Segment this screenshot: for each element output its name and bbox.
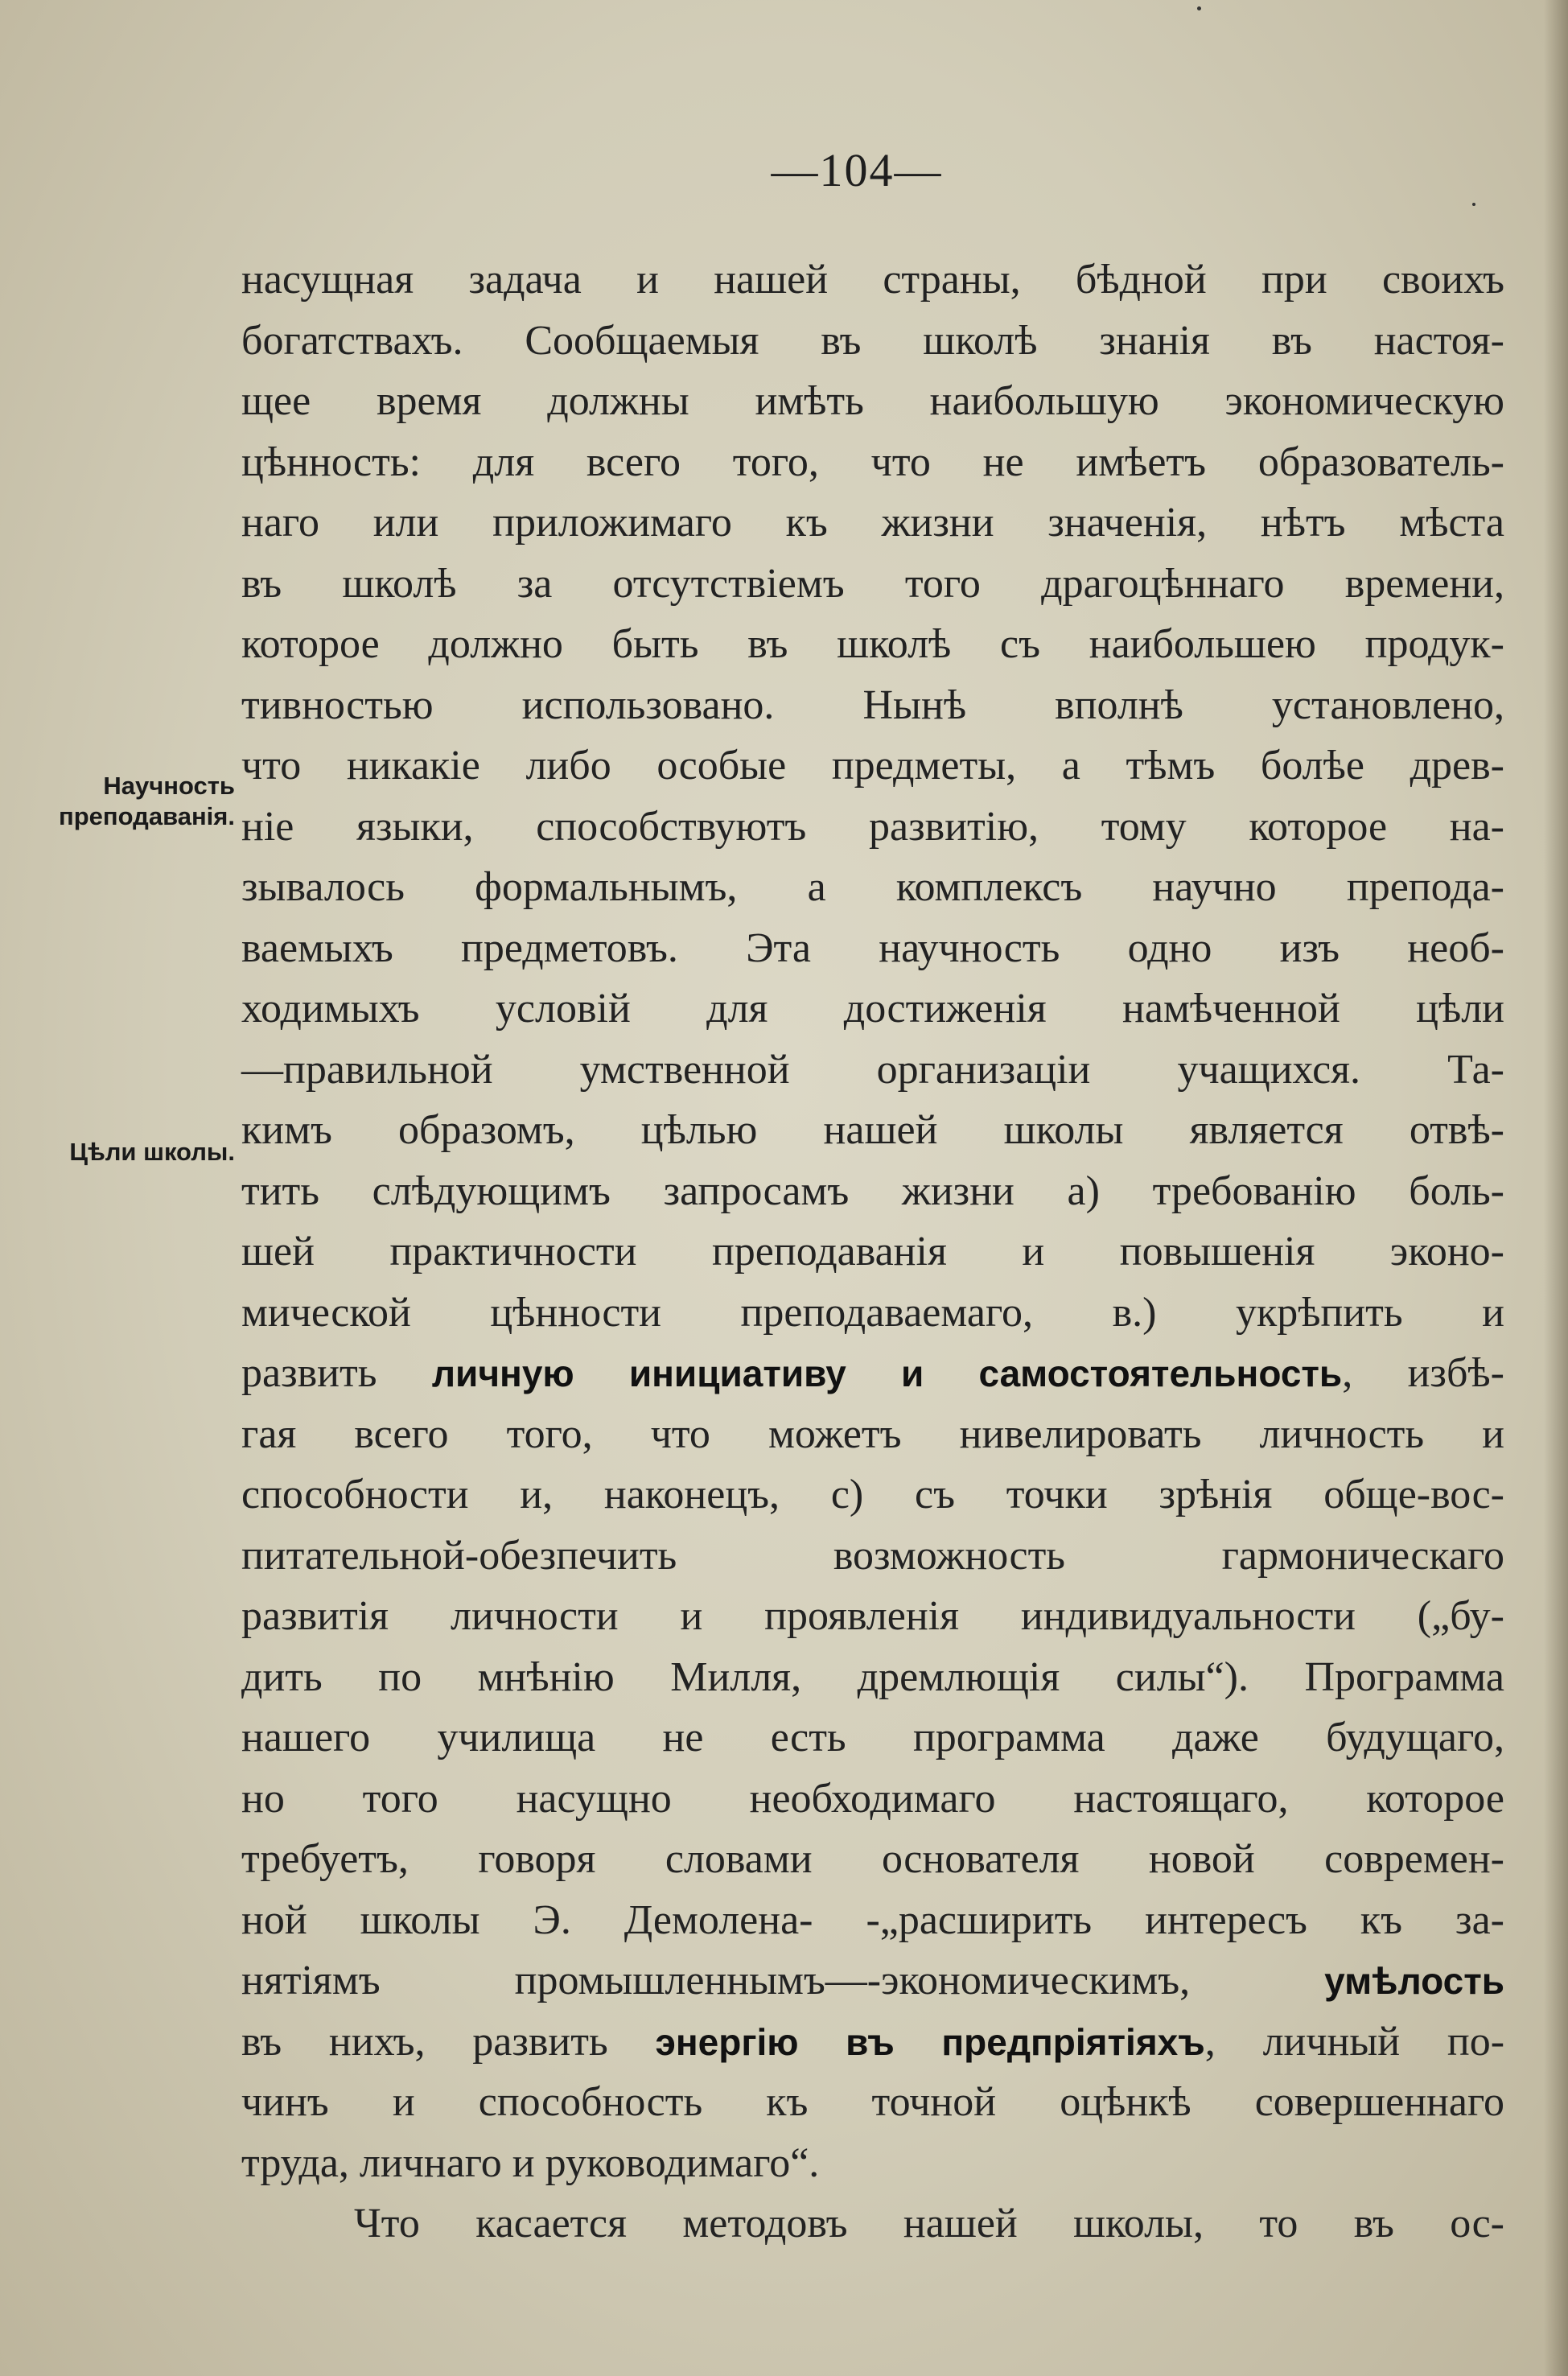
text-line — [241, 2133, 1504, 2194]
text-line — [241, 1464, 1504, 1526]
text-line — [241, 1647, 1504, 1708]
text-line — [241, 2012, 1504, 2073]
text-segment: ходимыхъ условій для достиженія намѣченной цѣли — [241, 986, 1504, 1032]
text-segment: наго или приложимаго къ жизни значенія, нѣтъ мѣста — [241, 500, 1504, 546]
text-segment: , избѣ- — [1342, 1350, 1504, 1396]
ink-speck — [1197, 6, 1201, 10]
emphasized-text: энергію въ предпріятіяхъ — [655, 2020, 1205, 2063]
text-line — [241, 311, 1504, 372]
text-segment: ніе языки, способствуютъ развитію, тому которое на- — [241, 803, 1504, 850]
text-line — [241, 797, 1504, 858]
text-segment: развить — [241, 1350, 432, 1396]
margin-note-school-goals: Цѣли школы. — [69, 1138, 235, 1166]
text-segment: но того насущно необходимаго настоящаго, которое — [241, 1775, 1504, 1822]
text-segment: ваемыхъ предметовъ. Эта научность одно изъ необ- — [241, 924, 1504, 971]
text-line — [241, 1040, 1504, 1101]
text-segment: способности и, наконецъ, с) съ точки зрѣнія обще-вос- — [241, 1472, 1504, 1517]
text-line — [241, 492, 1504, 554]
text-line — [241, 1829, 1504, 1890]
text-segment: тить слѣдующимъ запросамъ жизни а) требованію боль- — [241, 1167, 1504, 1214]
text-segment: цѣнность: для всего того, что не имѣетъ образователь- — [241, 439, 1504, 485]
text-segment: ной школы Э. Демолена- -„расширить интересъ къ за- — [241, 1896, 1504, 1943]
text-segment: развитія личности и проявленія индивидуальности („бу- — [241, 1593, 1504, 1639]
text-segment: въ школѣ за отсутствіемъ того драгоцѣннаго времени, — [241, 560, 1504, 607]
text-segment: нятіямъ промышленнымъ—-экономическимъ, — [241, 1958, 1325, 2003]
text-segment: питательной-обезпечить возможность гармоническаго — [241, 1532, 1504, 1579]
text-line — [241, 1283, 1504, 1344]
text-segment: , личный по- — [1204, 2018, 1505, 2065]
text-segment: гая всего того, что можетъ нивелировать личность и — [241, 1410, 1504, 1457]
emphasized-text: умѣлость — [1324, 1960, 1504, 2002]
text-line — [241, 1769, 1504, 1830]
text-segment: нашего училища не есть программа даже будущаго, — [241, 1715, 1504, 1760]
text-segment: въ нихъ, развить — [241, 2018, 656, 2065]
text-line — [241, 1890, 1504, 1951]
text-segment: мической цѣнности преподаваемаго, в.) укрѣпить и — [241, 1289, 1504, 1336]
text-line — [241, 2193, 1504, 2255]
text-line — [241, 918, 1504, 979]
text-segment: требуетъ, говоря словами основателя новой современ- — [241, 1836, 1504, 1882]
text-segment: Что касается методовъ нашей школы, то въ ос- — [354, 2201, 1504, 2246]
text-segment: труда, личнаго и руководимаго“. — [241, 2139, 820, 2186]
text-segment: насущная задача и нашей страны, бѣдной при своихъ — [241, 257, 1504, 303]
text-line — [241, 371, 1504, 432]
text-line — [241, 1221, 1504, 1283]
text-line — [241, 735, 1504, 797]
text-segment: дить по мнѣнію Милля, дремлющія силы“). Программа — [241, 1653, 1504, 1700]
page-edge-shadow — [1544, 0, 1568, 2376]
text-line — [241, 1343, 1504, 1404]
text-line — [241, 1404, 1504, 1465]
page-number: —104— — [771, 144, 943, 196]
margin-note-scientific-teaching: Научность преподаванія. — [59, 772, 235, 830]
emphasized-text: личную инициативу и самостоятельность — [431, 1353, 1343, 1394]
text-line — [241, 1526, 1504, 1587]
text-segment: щее время должны имѣть наибольшую экономическую — [241, 378, 1504, 424]
text-segment: которое должно быть въ школѣ съ наибольшею продук- — [241, 621, 1504, 667]
text-segment: чинъ и способность къ точной оцѣнкѣ совершеннаго — [241, 2079, 1504, 2125]
text-line — [241, 978, 1504, 1040]
text-segment: тивностью использовано. Нынѣ вполнѣ установлено, — [241, 682, 1504, 728]
text-line — [241, 1586, 1504, 1647]
text-segment: —правильной умственной организаціи учащихся. Та- — [241, 1046, 1504, 1093]
text-line — [241, 857, 1504, 918]
text-line — [241, 675, 1504, 736]
text-line — [241, 249, 1504, 311]
text-segment: кимъ образомъ, цѣлью нашей школы является отвѣ- — [241, 1107, 1504, 1153]
text-line — [241, 432, 1504, 493]
text-line — [241, 1100, 1504, 1161]
text-segment: зывалось формальнымъ, а комплексъ научно препода- — [241, 864, 1504, 910]
body-text — [241, 249, 1504, 2255]
text-segment: что никакіе либо особые предметы, а тѣмъ болѣе древ- — [241, 743, 1504, 789]
ink-speck — [1472, 203, 1475, 206]
text-line — [241, 1707, 1504, 1769]
text-line — [241, 614, 1504, 675]
text-segment: шей практичности преподаванія и повышенія эконо- — [241, 1229, 1504, 1274]
text-line — [241, 2072, 1504, 2133]
text-line — [241, 1950, 1504, 2012]
text-segment: богатствахъ. Сообщаемыя въ школѣ знанія въ настоя- — [241, 317, 1504, 364]
text-line — [241, 1161, 1504, 1222]
text-line — [241, 554, 1504, 615]
